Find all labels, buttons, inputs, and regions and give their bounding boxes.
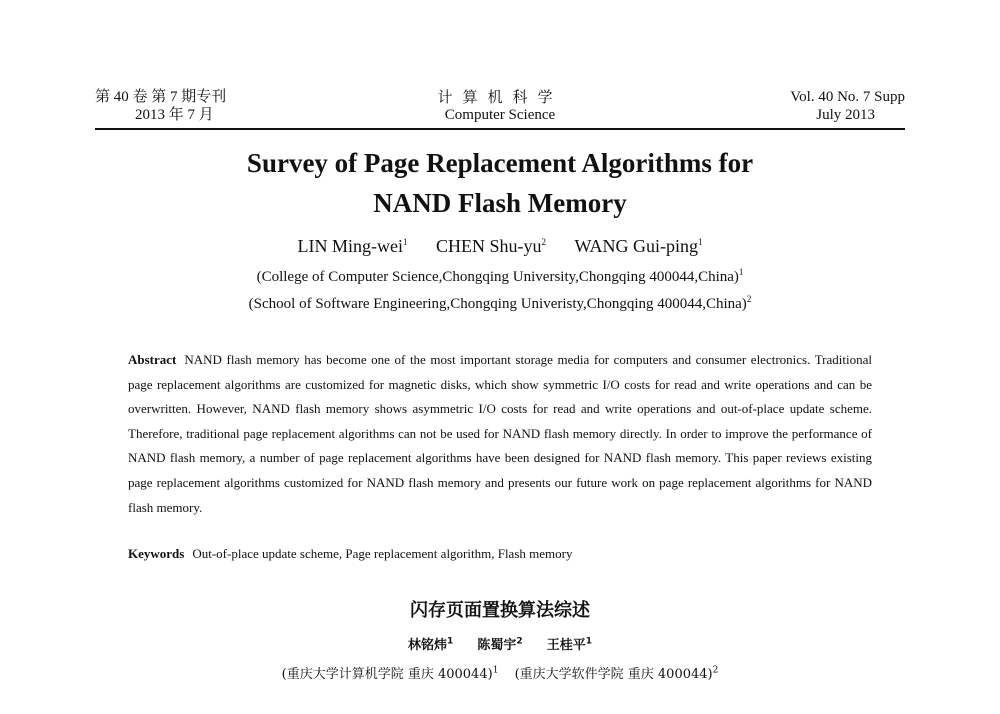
issue-date-english: July 2013 (816, 107, 875, 123)
affiliation-mark: 1 (738, 267, 744, 277)
author (298, 236, 408, 256)
affiliation (0, 269, 1000, 286)
journal-name-chinese: 计算机科学 (437, 88, 563, 106)
author-name: WANG Gui-ping (574, 236, 698, 256)
affiliation-text: (School of Software Engineering,Chongqing Univeristy,Chongqing 400044,China) (248, 296, 747, 312)
chinese-affiliations (0, 663, 1000, 682)
paper-title-line2: NAND Flash Memory (373, 188, 627, 218)
journal-name (95, 88, 905, 124)
author-affiliation-mark: 2 (541, 237, 546, 247)
journal-volume-info-english (790, 88, 905, 124)
abstract (128, 348, 872, 520)
keywords-text: Out-of-place update scheme, Page replacement algorithm, Flash memory (192, 546, 573, 561)
chinese-author-list (0, 634, 1000, 653)
paper-title (0, 143, 1000, 223)
chinese-affiliation-mark: 1 (492, 665, 499, 676)
author (575, 236, 703, 256)
chinese-author-mark: 1 (446, 636, 454, 647)
chinese-author (477, 638, 522, 653)
author (436, 236, 546, 256)
author-affiliation-mark: 1 (402, 237, 408, 247)
chinese-affiliation (282, 667, 499, 682)
issue-date: 2013 年 7 月 (135, 107, 214, 123)
author-list (0, 236, 1000, 257)
chinese-author-mark: 1 (585, 636, 593, 647)
keywords (128, 546, 872, 562)
chinese-affiliation-text: (重庆大学软件学院 重庆 400044) (514, 667, 713, 682)
chinese-author (408, 638, 453, 653)
author-name: CHEN Shu-yu (435, 236, 542, 256)
affiliation-text: (College of Computer Science,Chongqing University,Chongqing 400044,China) (256, 269, 739, 285)
author-affiliation-mark: 1 (698, 237, 703, 247)
paper-title-line1: Survey of Page Replacement Algorithms for (246, 148, 754, 178)
abstract-text: NAND flash memory has become one of the most important storage media for computers and consumer electronics. Traditional page replacement algorithms are customized for magnetic disks, which show symmetric I/O costs for read and write operations and can be overwritten. However, NAND flash memory shows asymmetric I/O costs for read and write operations and out-of-place update scheme. Therefore, traditional page replacement algorithms can not be used for NAND flash memory directly. In order to improve the performance of NAND flash memory, a number of page replacement algorithms have been designed for NAND flash memory. This paper reviews existing page replacement algorithms customized for NAND flash memory and presents our future work on page replacement algorithms for NAND flash memory. (128, 352, 872, 515)
journal-name-english: Computer Science (444, 107, 556, 123)
keywords-label: Keywords (128, 546, 185, 561)
volume-issue-english: Vol. 40 No. 7 Supp (790, 89, 905, 105)
chinese-affiliation (515, 667, 719, 682)
chinese-author-name: 王桂平 (546, 638, 586, 653)
chinese-author-name: 陈蜀宇 (477, 638, 517, 653)
chinese-author-mark: 2 (516, 636, 523, 647)
volume-issue: 第 40 卷 第 7 期专刊 (95, 89, 227, 105)
chinese-author (547, 638, 592, 653)
chinese-affiliation-text: (重庆大学计算机学院 重庆 400044) (281, 667, 493, 682)
abstract-label: Abstract (128, 352, 177, 367)
chinese-author-name: 林铭炜 (407, 638, 447, 653)
journal-header (95, 88, 905, 130)
affiliation-mark: 2 (746, 294, 752, 304)
chinese-title: 闪存页面置换算法综述 (410, 600, 590, 621)
author-name: LIN Ming-wei (297, 236, 403, 256)
affiliation (0, 296, 1000, 313)
chinese-affiliation-mark: 2 (712, 665, 719, 676)
